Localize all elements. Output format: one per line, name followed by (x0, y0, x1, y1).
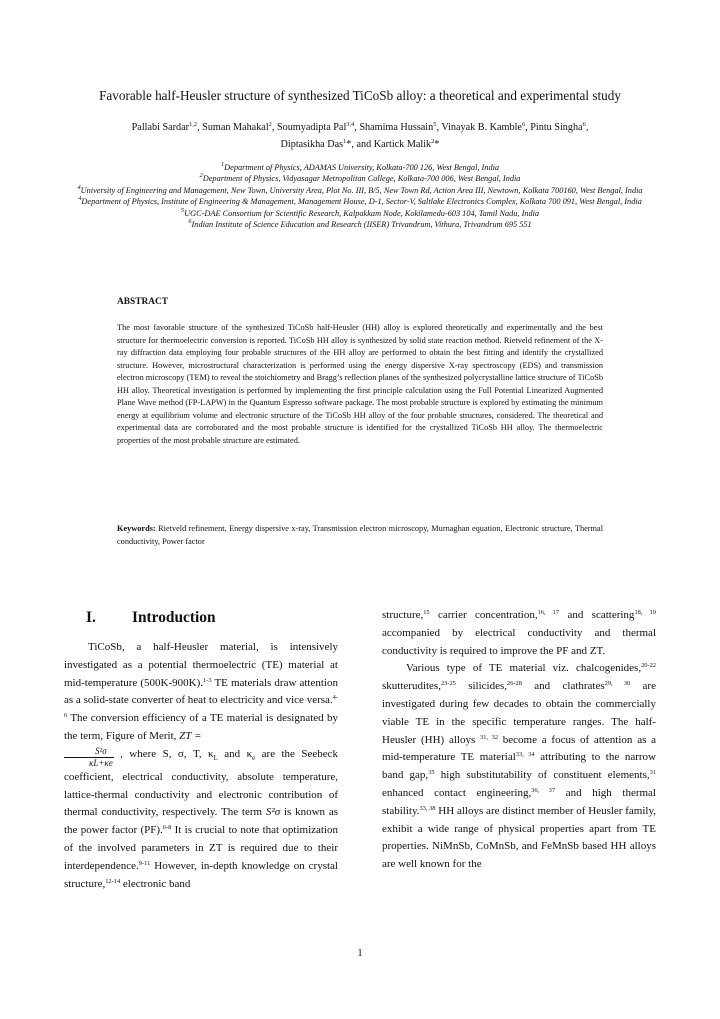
page-number: 1 (357, 948, 363, 959)
author-name: , Soumyadipta Pal (271, 122, 347, 133)
citation: 31 (649, 769, 657, 777)
citation: 35 (428, 769, 435, 777)
keywords-label: Keywords: (117, 524, 156, 533)
author-list (70, 119, 650, 153)
author-name: Pallabi Sardar (131, 122, 190, 133)
citation: 33, 38 (419, 804, 436, 812)
citation: 23-25 (440, 680, 456, 688)
affiliation-mark: 4 (78, 195, 82, 203)
author-name: Diptasikha Das (280, 139, 344, 150)
text-run: high substitutability of constituent elements, (434, 769, 650, 782)
equation-lhs: ZT = (179, 729, 202, 742)
citation: 9-11 (138, 859, 151, 867)
text-run: However, in-depth knowledge on crystal structure, (64, 859, 338, 890)
author-affiliation-mark: 3,4 (346, 121, 355, 128)
citation: 36, 37 (531, 786, 556, 794)
citation: 12-14 (105, 877, 121, 885)
affiliation-mark: 1 (220, 161, 225, 168)
section-number: I. (86, 609, 96, 626)
author-name: , Suman Mahakal (197, 122, 269, 133)
citation: 18, 19 (634, 609, 656, 616)
citation: 33, 34 (515, 751, 535, 759)
text-run: attributing to the narrow band gap, (382, 751, 656, 782)
text-run: HH alloys are distinct member of Heusler family, exhibit a wide range of physical properties apart from TE properties. NiMnSb, CoMnSb, and FeMnSb based HH alloys are well known for the (382, 804, 657, 871)
paper-title: Favorable half-Heusler structure of synthesized TiCoSb alloy: a theoretical and experimental study (99, 88, 621, 103)
author-name: , Shamima Hussain (354, 122, 434, 133)
section-heading (86, 609, 216, 627)
author-affiliation-mark: 1,2 (189, 121, 198, 128)
citation: 15 (423, 609, 430, 616)
body-column-left (64, 639, 338, 893)
text-run: , where S, σ, T, κ (113, 747, 214, 760)
keywords-text: Rietveld refinement, Energy dispersive x-ray, Transmission electron microscopy, Murnaghan equation, Electronic structure, Thermal conductivity, Power factor (117, 524, 603, 546)
affiliation-mark: 6 (188, 218, 192, 226)
citation: 20-22 (641, 662, 656, 670)
text-run: The conversion efficiency of a TE material is designated by the term, Figure of Merit, (64, 712, 338, 742)
subscript: e (252, 753, 256, 762)
author-affiliation-mark: 1 (343, 138, 347, 145)
text-run: TE materials draw attention as a solid-state converter of heat to electricity and vice versa. (64, 676, 338, 707)
abstract-body: The most favorable structure of the synthesized TiCoSb half-Heusler (HH) alloy is explored theoretically and experimentally and the best structure for thermoelectric conversion is reported. TiCoSb HH alloy is synthesized by solid state reaction method. Rietveld refinement of the X-ray diffraction data employing four probable structures of the HH alloy are performed to obtain the best fitting and identify the crystallized structure. However, microstructural characterization is performed using the energy dispersive X-ray spectroscopy (EDS) and transmission electron microscopy (TEM) to reveal the stoichiometry and Bragg’s reflection planes of the synthesized polycrystalline lattice structure of TiCoSb HH alloy. Theoretical investigation is performed by implementing the first principle calculation using the Full Potential Linearized Augmented Plane Wave method (FP-LAPW) in the Quantum Espresso software package. The most probable structure is explored by estimating the minimum energy at equilibrium volume and electronic structure of the TiCoSb HH alloy of the four probable structures, considered. The theoretical and experimental data are corroborated and the most probable structure is identified for the crystallized TiCoSb HH alloy. The thermoelectric properties of the most probable structure are estimated. (117, 323, 603, 445)
author-affiliation-mark: 2 (268, 121, 272, 128)
affiliation (40, 173, 680, 184)
affiliation (40, 208, 680, 219)
text-run: enhanced contact engineering, (382, 786, 532, 799)
text-run: are the Seebeck coefficient, electrical conductivity, absolute temperature, lattice-thermal conductivity and electronic contribution of thermal conductivity, respectively. The term (64, 747, 338, 819)
affiliation-text: Department of Physics, Vidyasagar Metropolitan College, Kolkata-700 006, West Bengal, India (202, 174, 521, 184)
citation: 31, 32 (480, 733, 499, 741)
abstract-heading: ABSTRACT (117, 297, 169, 307)
citation: 29, 30 (604, 680, 631, 688)
affiliation-mark: 4 (77, 183, 81, 191)
author-name: *, and Kartick Malik (346, 139, 432, 150)
text-run: TiCoSb, a half-Heusler material, is intensively investigated as a potential thermoelectric (TE) material at mid-temperature (500K-900K). (64, 641, 338, 689)
text-run: and high thermal stability. (382, 786, 656, 817)
citation: 26-28 (507, 680, 522, 688)
text-run: are investigated during few decades to obtain the commercially viable TE in the specific temperature ranges. The half-Heusler (HH) alloys (382, 680, 656, 746)
affiliation-text: Indian Institute of Science Education and Research (IISER) Trivandrum, Vithura, Trivandrum 695 551 (191, 220, 532, 230)
text-run: Various type of TE material viz. chalcogenides, (406, 662, 642, 675)
affiliation-text: University of Engineering and Management, New Town, University Area, Plot No. III, B/5, New Town Rd, Action Area III, Newtown, Kolkata 700160, West Bengal, India (80, 185, 643, 195)
affiliation-text: Department of Physics, Institute of Engineering & Management, Management House, D-1, Sector-V, Saltlake Electronics Complex, Kolkata 700 091, West Bengal, India (81, 197, 642, 207)
corresponding-mark: * (434, 139, 440, 150)
math-inline: S²σ (265, 806, 281, 819)
paragraph (382, 607, 656, 660)
author-affiliation-mark: 6 (521, 121, 526, 128)
keywords (117, 523, 603, 548)
affiliation (40, 162, 680, 173)
author-name: , Pintu Singha (525, 122, 583, 133)
author-separator: , (585, 122, 589, 133)
affiliation-text: Department of Physics, ADAMAS University, Kolkata-700 126, West Bengal, India (224, 163, 500, 172)
affiliation (40, 196, 680, 207)
text-run: electronic band (120, 877, 191, 890)
subscript: L (213, 753, 218, 762)
author-affiliation-mark: 2 (431, 138, 435, 145)
fraction-denominator: κL+κe (89, 757, 113, 768)
paragraph (64, 639, 338, 893)
text-run: skutterudites, (382, 680, 441, 693)
text-run: It is crucial to note that optimization of the involved parameters in ZT is required due to their interdependence. (64, 824, 338, 872)
text-run: structure, (382, 609, 424, 621)
affiliation-mark: 2 (199, 172, 203, 180)
author-affiliation-mark: 6 (582, 121, 586, 128)
zt-fraction (64, 746, 114, 769)
text-run: and scattering (559, 609, 635, 621)
text-run: and clathrates (521, 680, 605, 693)
text-run: accompanied by electrical conductivity and thermal conductivity is required to improve the PF and ZT. (382, 626, 656, 657)
citation: 4-6 (64, 694, 338, 720)
text-run: and κ (217, 747, 253, 760)
text-run: is known as the power factor (PF). (64, 806, 339, 837)
affiliation-mark: 5 (180, 206, 185, 214)
text-run: silicides, (455, 680, 508, 693)
affiliation-text: UGC-DAE Consortium for Scientific Research, Kalpakkam Node, Kokilamedu-603 104, Tamil Nadu, India (184, 208, 540, 218)
citation: 6-8 (162, 824, 172, 832)
affiliation-list (40, 162, 680, 230)
paragraph (382, 660, 656, 874)
section-title: Introduction (132, 609, 216, 626)
affiliation (40, 219, 680, 230)
author-name: , Vinayak B. Kamble (436, 122, 522, 133)
body-column-right (382, 607, 656, 874)
citation: 1-3 (203, 676, 212, 684)
citation: 16, 17 (537, 609, 560, 616)
affiliation (40, 185, 680, 196)
author-affiliation-mark: 5 (433, 121, 437, 128)
text-run: carrier concentration, (429, 609, 538, 621)
fraction-numerator: S²σ (64, 746, 114, 758)
text-run: become a focus of attention as a mid-temperature TE material (382, 733, 657, 764)
